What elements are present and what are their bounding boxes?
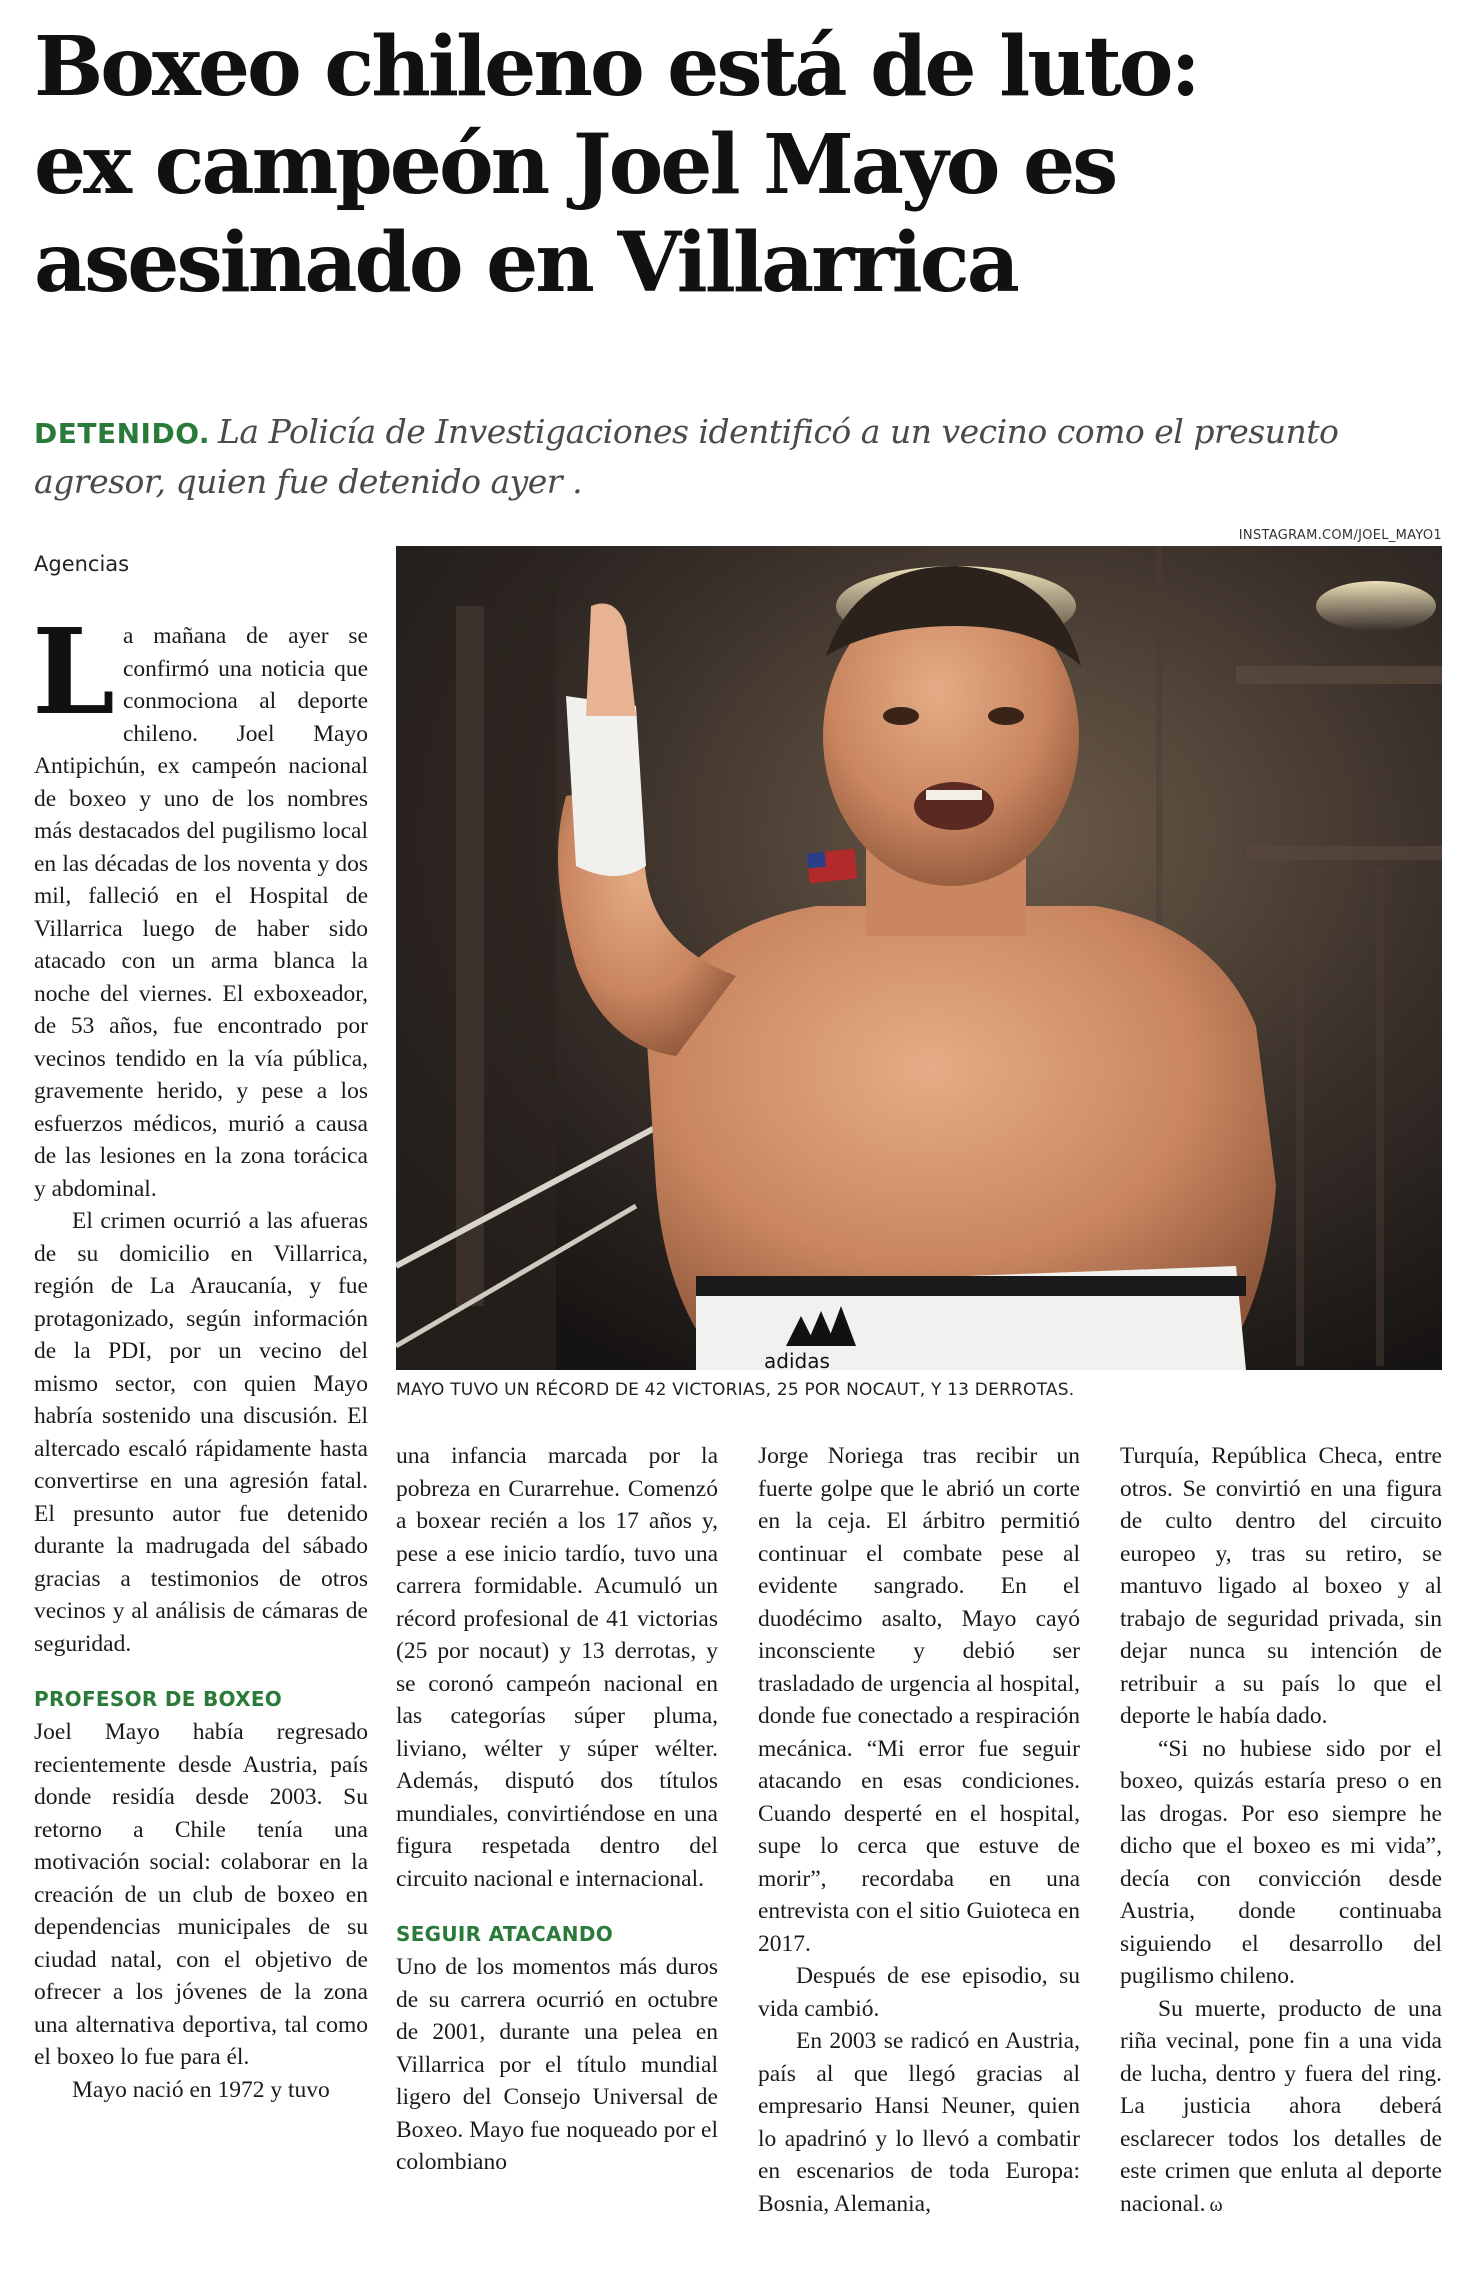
- article-paragraph-6: Después de ese episodio, su vida cambió.: [758, 1963, 1080, 2022]
- headline-line-1: Boxeo chileno está de luto:: [34, 19, 1198, 115]
- headline-line-3: asesinado en Villarrica: [34, 215, 1017, 311]
- article-column-1: [32, 602, 368, 2106]
- photo-credit: INSTAGRAM.COM/JOEL_MAYO1: [1238, 528, 1442, 543]
- deck: [34, 408, 1444, 506]
- article-paragraph-7a: En 2003 se radicó en Austria, país al que llegó gracias al empresario Hansi Neuner, quien lo apadrinó y lo llevó a combatir en escenarios de toda Europa: Bosnia, Alemania,: [758, 2028, 1080, 2217]
- subhead-seguir-atacando: SEGUIR ATACANDO: [396, 1922, 614, 1946]
- subhead-profesor-de-boxeo: PROFESOR DE BOXEO: [34, 1687, 283, 1711]
- end-mark-icon: ω: [1209, 2193, 1223, 2216]
- article-paragraph-5a: Uno de los momentos más duros de su carrera ocurrió en octubre de 2001, durante una pelea en Villarrica por el título mundial ligero del Consejo Universal de Boxeo. Mayo fue noqueado por el colombiano: [396, 1954, 718, 2175]
- article-column-4: [1120, 1440, 1442, 2221]
- article-paragraph-3: Joel Mayo había regresado recientemente desde Austria, país donde residía desde 2003. Su retorno a Chile tenía una motivación social: colaborar en la creación de un club de boxeo en dependencias municipales de su ciudad natal, con el objetivo de ofrecer a los jóvenes de la zona una alternativa deportiva, tal como el boxeo lo fue para él.: [34, 1719, 368, 2070]
- byline: Agencias: [34, 552, 130, 576]
- deck-kicker: DETENIDO.: [34, 417, 211, 450]
- headline-line-2: ex campeón Joel Mayo es: [34, 117, 1116, 213]
- belt-brand-label: adidas: [764, 1349, 830, 1370]
- article-paragraph-9: Su muerte, producto de una riña vecinal, pone fin a una vida de lucha, dentro y fuera del ring. La justicia ahora deberá esclarecer todos los detalles de este crimen que enluta al deporte nacional. ω: [1120, 1995, 1442, 2217]
- photo-caption: MAYO TUVO UN RÉCORD DE 42 VICTORIAS, 25 POR NOCAUT, Y 13 DERROTAS.: [396, 1380, 1075, 1400]
- deck-text: La Policía de Investigaciones identificó a un vecino como el presunto agresor, quien fue detenido ayer .: [34, 412, 1339, 501]
- article-paragraph-5b: Jorge Noriega tras recibir un fuerte golpe que le abrió un corte en la ceja. El árbitro permitió continuar el combate pese al evidente sangrado. En el duodécimo asalto, Mayo cayó inconsciente y debió ser trasladado de urgencia al hospital, donde fue conectado a respiración mecánica. “Mi error fue seguir atacando en esas condiciones. Cuando desperté en el hospital, supe lo cerca que estuve de morir”, recordaba en una entrevista con el sitio Guioteca en 2017.: [758, 1443, 1080, 1957]
- article-paragraph-8: “Si no hubiese sido por el boxeo, quizás estaría preso o en las drogas. Por eso siempre he dicho que el boxeo es mi vida”, decía con convicción desde Austria, donde continuaba siguiendo el desarrollo del pugilismo chileno.: [1120, 1735, 1442, 1989]
- article-paragraph-4b: una infancia marcada por la pobreza en Curarrehue. Comenzó a boxear recién a los 17 años y, pese a ese inicio tardío, tuvo una carrera formidable. Acumuló un récord profesional de 41 victorias (25 por nocaut) y 13 derrotas, y se coronó campeón nacional en las categorías súper pluma, liviano, wélter y súper wélter. Además, disputó dos títulos mundiales, convirtiéndose en una figura respetada dentro del circuito nacional e internacional.: [396, 1443, 718, 1892]
- article-column-3: [758, 1440, 1080, 2220]
- article-paragraph-1: La mañana de ayer se confirmó una noticia que conmociona al deporte chileno. Joel Mayo Antipichún, ex campeón nacional de boxeo y uno de los nombres más destacados del pugilismo local en las décadas de los noventa y dos mil, falleció en el Hospital de Villarrica luego de haber sido atacado con un arma blanca la noche del viernes. El exboxeador, de 53 años, fue encontrado por vecinos tendido en la vía pública, gravemente herido, y pese a los esfuerzos médicos, murió a causa de las lesiones en la zona torácica y abdominal.: [32, 602, 368, 1202]
- dropcap: L: [32, 602, 115, 741]
- article-column-2: [396, 1440, 718, 2179]
- article-paragraph-2: El crimen ocurrió a las afueras de su domicilio en Villarrica, región de La Araucanía, y fue protagonizado, según información de la PDI, por un vecino del mismo sector, con quien Mayo habría sostenido una discusión. El altercado escaló rápidamente hasta convertirse en una agresión fatal. El presunto autor fue detenido durante la madrugada del sábado gracias a testimonios de otros vecinos y al análisis de cámaras de seguridad.: [34, 1208, 368, 1657]
- article-paragraph-4a: Mayo nació en 1972 y tuvo: [72, 2076, 330, 2103]
- headline: [34, 18, 1454, 312]
- article-paragraph-7b: Turquía, República Checa, entre otros. Se convirtió en una figura de culto dentro del circuito europeo y, tras su retiro, se mantuvo ligado al boxeo y al trabajo de seguridad privada, sin dejar nunca su intención de retribuir a su país lo que el deporte le había dado.: [1120, 1443, 1442, 1729]
- boxer-photo: [396, 546, 1442, 1370]
